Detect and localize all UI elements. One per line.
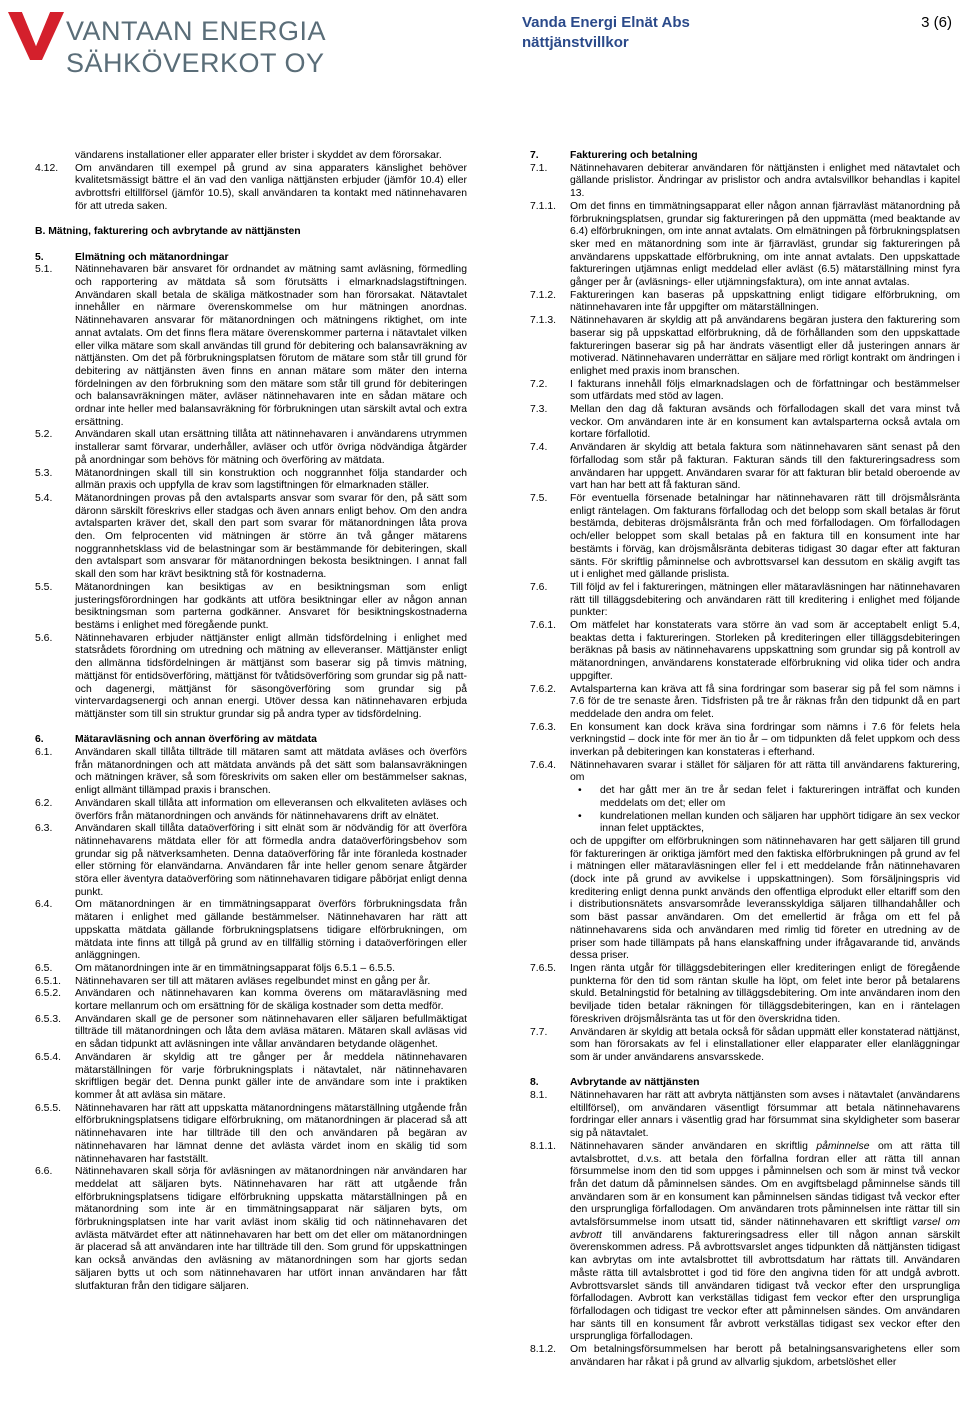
- emphasis-text: varsel om avbrott: [570, 1217, 960, 1241]
- clause-5-4: [35, 493, 467, 582]
- clause-7-6: [530, 582, 960, 620]
- bullet-item: [570, 811, 960, 836]
- heading-number: 6.: [35, 734, 44, 746]
- clause-number: 6.5.1.: [35, 975, 61, 987]
- clause-7-3: [530, 404, 960, 442]
- logo-line-2: SÄHKÖVERKOT OY: [66, 48, 325, 78]
- clause-7-2: [530, 379, 960, 404]
- clause-6-5-2: [35, 988, 467, 1013]
- clause-number: 8.1.1.: [530, 1140, 556, 1152]
- clause-text: Användaren och nätinnehavaren kan komma överens om mätaravläsning med kortare mellanrum och om ersättning för de skäliga kostnader som detta medför.: [75, 988, 467, 1013]
- right-column: [530, 150, 960, 1369]
- clause-7-6-3: [530, 722, 960, 760]
- company-logo: [8, 4, 328, 84]
- clause-6-5: [35, 963, 467, 976]
- clause-7-1: [530, 163, 960, 201]
- clause-7-6-4: [530, 760, 960, 785]
- clause-text: En konsument kan dock kräva sina fordringar som nämns i 7.6 för felets hela verkningstid – dock inte för mer än tio år – om tidpunkten då felet uppkom och dess inverkan på debiteringen kan konstateras i efterhand.: [570, 721, 960, 759]
- clause-text: Till följd av fel i faktureringen, mätningen eller mätaravläsningen har nätinnehavaren rätt till tilläggsdebitering och användaren rätt till kreditering i enlighet med följande punkter:: [570, 581, 960, 619]
- clause-number: 7.1.2.: [530, 289, 556, 301]
- clause-number: 6.6.: [35, 1166, 53, 1178]
- clause-number: 8.1.2.: [530, 1344, 556, 1356]
- bullet-text: det har gått mer än tre år sedan felet i faktureringen inträffat och kunden meddelats om det; eller om: [600, 785, 960, 809]
- clause-text: Mätanordningen skall till sin konstruktion och noggrannhet följa standarder och allmän praxis och uppfylla de krav som lagstiftningen för elmarknaden ställer.: [75, 467, 467, 492]
- clause-text: Ingen ränta utgår för tilläggsdebiteringen eller krediteringen enligt de föregående punkterna för den tid som räntan skulle ha löpt, om felet inte beror på betalarens skuld. Betalningstid för betalning av tilläggsdebitering. Om inte användaren inom den beviljade tiden betalar räkningen för tilläggsdebiteringen, kan en i räntelagen föreskriven dröjsmålsränta tas ut för den överskridna tiden.: [570, 963, 960, 1025]
- clause-number: 5.3.: [35, 467, 53, 479]
- clause-number: 7.6.2.: [530, 683, 556, 695]
- heading-6: [35, 734, 467, 747]
- clause-number: 5.6.: [35, 632, 53, 644]
- clause-number: 4.12.: [35, 162, 59, 174]
- clause-number: 7.6.: [530, 581, 548, 593]
- clause-5-3: [35, 468, 467, 493]
- heading-text: Avbrytande av nättjänsten: [570, 1077, 700, 1089]
- clause-number: 6.2.: [35, 797, 53, 809]
- clause-text: Användaren skall tillåta dataöverföring i sitt elnät som är nödvändig för att överföra nätinnehavarens mätdata eller för att förmedla andra dataöverföringsbehov som grundar sig på nätverksamheten. Denna dataöverföring får inte föranleda kostnader eller störning för elanvändarna. Användaren får inte heller genom senare åtgärder störa eller äventyra dataöverföring som nätinnehavaren tidigare påbörjat enligt denna punkt.: [75, 823, 467, 898]
- clause-7-7: [530, 1027, 960, 1065]
- heading-number: 5.: [35, 251, 44, 263]
- clause-6-5-5: [35, 1103, 467, 1167]
- clause-number: 6.5.3.: [35, 1013, 61, 1025]
- clause-text: Mellan den dag då fakturan avsänds och förfallodagen skall det vara minst två veckor. Om användaren inte är en konsument kan avtalsparterna också avtala om kortare förfallotid.: [570, 404, 960, 441]
- clause-7-6-1: [530, 620, 960, 684]
- clause-number: 7.1.: [530, 162, 548, 174]
- header-company: Vanda Energi Elnät Abs: [522, 14, 690, 31]
- bullet-icon: •: [578, 785, 582, 797]
- clause-text: I fakturans innehåll följs elmarknadslagen och de författningar och bestämmelser som utfärdats med stöd av lagen.: [570, 378, 960, 403]
- clause-text: Användaren är skyldig att betala faktura som nätinnehavaren sänt senast på den förfallodag som står på fakturan. Fakturan sänds till den faktureringsadress som användaren har uppgett. Användaren svarar för att fakturan blir betald oberoende av vart han har bett att få fakturan sänd.: [570, 442, 960, 492]
- header-document-title: nättjänstvillkor: [522, 34, 629, 51]
- clause-text: Användaren är skyldig att tre gånger per år meddela nätinnehavaren mätarställningen för varje förbrukningsplats i nätavtalet, när nätinnehavaren skriftligen begär det. Denna punkt gäller inte de användare som inte i praktiken kommer åt att avläsa sin mätare.: [75, 1051, 467, 1101]
- text-run: Nätinnehavaren sänder användaren en skriftlig: [570, 1140, 817, 1152]
- clause-5-5: [35, 582, 467, 633]
- clause-6-5-1: [35, 976, 467, 989]
- clause-7-1-1: [530, 201, 960, 290]
- clause-5-1: [35, 264, 467, 429]
- clause-text: Användaren är skyldig att betala också för sådan uppmätt eller konstaterad nättjänst, som han förorsakats av fel i elinstallationer eller elapparater eller elanläggningar som är under användarens ansvarsskede.: [570, 1026, 960, 1063]
- clause-text: Nätinnehavaren svarar i stället för säljaren för att rätta till användarens fakturering, om: [570, 759, 960, 784]
- clause-number: 8.1.: [530, 1090, 548, 1102]
- clause-number: 7.6.5.: [530, 963, 556, 974]
- clause-text: Faktureringen kan baseras på uppskattning enligt tidigare elförbrukning, om nätinnehavaren inte får uppgifter om mätarställningen.: [570, 289, 960, 314]
- clause-4-12: [35, 163, 467, 214]
- clause-text: För eventuella försenade betalningar har nätinnehavaren rätt till dröjsmålsränta enligt räntelagen. Om fakturans förfallodag och det belopp som skall betalas är förut bestämda, debiteras dröjsmålsränta från och med förfallodagen. Om förfallodagen och/eller beloppet som skall betalas på en faktura till en konsument inte har bestämts i förväg, kan dröjsmålsränta debiteras tidigast 30 dagar efter att fakturan sänts. För skriftlig påminnelse och avbrottsvarsel kan dessutom en skälig avgift tas ut i enlighet med gällande prislista.: [570, 492, 960, 581]
- clause-number: 5.5.: [35, 581, 53, 593]
- clause-text: Nätinnehavaren debiterar användaren för nättjänsten i enlighet med nätavtalet och gällande prislistor. Ändringar av prislistor och andra avtalsvillkor behandlas i kapitel 13.: [570, 162, 960, 200]
- page-number: 3 (6): [921, 14, 952, 31]
- clause-6-4: [35, 899, 467, 963]
- clause-text: Om det finns en timmätningsapparat eller någon annan fjärravläst mätanordning på förbrukningsplatsen, grundar sig faktureringen på den uppmätta (med beaktande av 6.4) elförbrukningen, om inte annat avtalats. Om elmätningen på förbrukningsplatsen sker med en mätanordning som inte är fjärravläst, grundar sig faktureringen på användarens uppskattade elförbrukning, om inte annat avtalats. Den uppskattade faktureringen utjämnas enligt meddelad eller avläst (6.5) mätarställning minst fyra gånger per år (avläsnings- eller utjämningsfaktura), om inte annat avtalas.: [570, 200, 960, 289]
- heading-text: Elmätning och mätanordningar: [75, 251, 229, 263]
- clause-7-5: [530, 493, 960, 582]
- bullet-icon: •: [578, 810, 582, 822]
- clause-8-1-2: [530, 1344, 960, 1369]
- clause-text: Om mätfelet har konstaterats vara större än vad som är acceptabelt enligt 5.4, beaktas detta i faktureringen. Storleken på krediteringen eller tilläggsdebiteringen beräknas på basis av nätinnehavarens uppskattning som grundar sig på kontroll av mätanordningen, användarens konstaterade elförbrukning vid olika tider och andra uppgifter.: [570, 620, 960, 682]
- clause-text: Nätinnehavaren har rätt att avbryta nättjänsten som avses i nätavtalet (användarens eltillförsel), om användaren väsentligt försummar att betala nätinnehavarens fordringar eller annars i väsentlig grad har försummat sina skyldigheter som baserar sig på nätavtalet.: [570, 1090, 960, 1140]
- clause-7-6-4-continued: och de uppgifter om elförbrukningen som nätinnehavaren har gett säljaren till grund för faktureringen är oriktiga jämfört med den faktiska elförbrukningen på grund av fel i mätningen eller mätaravläsningen eller fel i ett meddelande från nätinnehavaren (dock inte på grund av avvikelse i uppskattningen). Som försäljningspris vid kreditering enligt denna punkt används den offentliga elprodukt eller eltariff som den i distributionsnätets ansvarsområde leveransskyldiga säljaren tillhandahåller och som bäst passar användaren. Om det emellertid är fråga om ett fel på nätinnehavarens sida och användaren med rimlig tid företer en utredning av de priser som hade tillämpats på hans elanskaffning under ifrågavarande tid, används dessa priser.: [570, 835, 960, 962]
- clause-number: 6.5.4.: [35, 1051, 61, 1063]
- clause-6-5-4: [35, 1052, 467, 1103]
- heading-text: Fakturering och betalning: [570, 150, 698, 161]
- clause-number: 6.1.: [35, 747, 53, 758]
- clause-text: Nätinnehavaren är skyldig att på användarens begäran justera den fakturering som baserar sig på uppskattad elförbrukning, då de förhållanden som den uppskattade faktureringen baserar sig på har ändrats väsentligt eller då justeringen annars är motiverad. Nätinnehavaren underrättar en säljare med rörligt kontrakt om ändringen i enlighet med praxis inom branschen.: [570, 315, 960, 377]
- bullet-text: kundrelationen mellan kunden och säljaren har upphört tidigare än sex veckor innan felet upptäcktes,: [600, 810, 960, 835]
- clause-number: 6.5.2.: [35, 988, 61, 1000]
- clause-number: 7.5.: [530, 492, 548, 504]
- clause-text: Nätinnehavaren skall sörja för avläsningen av mätanordningen när användaren har meddelat att säljaren byts. Nätinnehavaren har rätt att utgående från elförbrukningsplatsens tidigare elförbrukning uppskatta mätarställningen på en mätanordning som inte är en timmätningsapparat när säljaren byts, om förbrukningsplatsen inte har varit avläst inom skälig tid och nätinnehavaren det avlästa mätvärdet efter att nätinnehavaren har bett om det eller om mätanordningen är placerad så att användaren inte har tillträde till den. Som grund för uppskattningen kan också användas den avläsning av mätanordningen som har gjorts sedan säljaren bytts ut och som nätinnehavaren har utfört innan användaren har fått slutfakturan från den tidigare säljaren.: [75, 1166, 467, 1292]
- clause-number: 7.2.: [530, 378, 548, 390]
- heading-7: [530, 150, 960, 163]
- clause-8-1: [530, 1090, 960, 1141]
- text-run: till användarens faktureringsadress eller till någon annan särskilt överenskommen adress. På avbrottsvarslet anges tidpunkten då nättjänsten tidigast kan avbrytas om inte avtalsbrottet till avbrottsdatum har rättats till. Användaren måste rätta till avtalsbrottet i god tid före den angivna tiden för att undgå avbrott. Avbrottsvarslet sänds till användaren tidigast två veckor efter den ursprungliga förfallodagen. Avbrott kan verkställas tidigast fem veckor efter den ursprungliga förfallodagen och tidigast tre veckor efter att påminnelsen sändes. Om användaren har sänts till en konsument får avbrott verkställas tidigast sex veckor efter den ursprungliga förfallodagen.: [570, 1229, 960, 1343]
- clause-7-6-2: [530, 684, 960, 722]
- logo-line-1: VANTAAN ENERGIA: [66, 16, 327, 46]
- clause-number: 7.6.3.: [530, 721, 556, 733]
- clause-number: 6.3.: [35, 823, 53, 835]
- clause-7-1-3: [530, 315, 960, 379]
- heading-number: 8.: [530, 1077, 539, 1089]
- clause-5-2: [35, 429, 467, 467]
- bullet-item: [570, 785, 960, 810]
- clause-text: Mätanordningen provas på den avtalsparts ansvar som svarar för den, på sätt som däronn särskilt föreskrivs eller stadgas och även annars enligt behov. Om den andra avtalsparten kräver det, skall den part som svarar för mätanordningen låta prova den. Om felprocenten vid mätningen är större än två gånger mätarens noggrannhetsklass vid de belastningar som är bestämmande för debiteringen, skall den avtalspart som ansvarar för mätanordningen bekosta besiktningen. I annat fall skall den som har krävt besiktning stå för kostnaderna.: [75, 492, 467, 581]
- section-b-heading: B. Mätning, fakturering och avbrytande av nättjänsten: [35, 226, 301, 238]
- clause-6-1: [35, 747, 467, 798]
- clause-8-1-1: [530, 1141, 960, 1344]
- clause-text: Om användaren till exempel på grund av sina apparaters känslighet behöver kvalitetsmässigt bättre el än vad den vanliga nättjänsten erbjuder (jämför 10.4) eller avbrottsfri eltillförsel (jämför 10.5), skall användaren ta kontakt med nätinnehavaren för att utreda saken.: [75, 162, 467, 212]
- clause-number: 6.5.5.: [35, 1102, 61, 1114]
- clause-number: 7.7.: [530, 1026, 548, 1038]
- clause-text: Användaren skall tillåta tillträde till mätaren samt att mätdata avläses och överförs från mätanordningen och att mätdata används på det sätt som balansavräkningen och mätningen kräver, så som föreskrivits om saken eller om bestämmelser saknas, enligt allmänt tillämpad praxis i branschen.: [75, 747, 467, 797]
- clause-6-2: [35, 798, 467, 823]
- clause-6-3: [35, 823, 467, 899]
- clause-number: 7.4.: [530, 442, 548, 454]
- clause-text: Användaren skall ge de personer som nätinnehavaren eller säljaren befullmäktigat tillträde till mätanordningen och låta dem avläsa mätaren. Mätaren skall avläsas vid en sådan tidpunkt att avläsningen inte vållar användaren betydande olägenhet.: [75, 1013, 467, 1051]
- clause-6-5-3: [35, 1014, 467, 1052]
- clause-number: 6.5.: [35, 962, 53, 974]
- clause-text: Om mätanordningen är en timmätningsapparat överförs förbrukningsdata från mätaren i enlighet med gällande bestämmelser. Nätinnehavaren har rätt att uppskatta mätdata gällande förbrukningsplatsens tidigare elförbrukningen, om mätdata inte finns att tillgå på grund av en tillfällig störning i dataöverföringen eller anläggningen.: [75, 899, 467, 962]
- clause-7-6-5: [530, 963, 960, 1027]
- clause-text: Användaren skall utan ersättning tillåta att nätinnehavaren i användarens utrymmen installerar samt förvarar, underhåller, avläser och utför övriga nödvändiga åtgärder på anordningar som behövs för mätning och överföring av mätdata.: [75, 429, 467, 466]
- clause-5-6: [35, 633, 467, 722]
- logo-v-icon: [8, 10, 64, 70]
- clause-number: 7.1.1.: [530, 200, 556, 212]
- clause-6-6: [35, 1166, 467, 1293]
- heading-5: [35, 252, 467, 265]
- clause-number: 5.4.: [35, 492, 53, 504]
- text-run: om att rätta till avtalsbrottet, d.v.s. att betala den förfallna fordran eller att rätta till annan försummelse inom den tid som uppges i påminnelsen och som är minst två veckor från det datum då påminnelsen sändes. Om en avgiftsbelagd påminnelse sänds till användaren som är en konsument kan påminnelsen sändas tidigast två veckor efter den ursprungliga förfallodagen. Om användaren trots påminnelsen inte rättar till sin avtalsförsummelse inom utsatt tid, sänder nätinnehavaren ett skriftligt: [570, 1140, 960, 1229]
- emphasis-text: påminnelse: [816, 1140, 870, 1152]
- clause-text: [570, 1141, 960, 1344]
- clause-number: 5.1.: [35, 264, 53, 276]
- clause-number: 6.4.: [35, 899, 53, 911]
- clause-text: Nätinnehavaren har rätt att uppskatta mätanordningens mätarställning utgående från elförbrukningsplatsens tidigare elförbrukning, om mätanordningen är placerad så att nätinnehavaren inte har tillträde till den och användaren på begäran av nätinnehavaren har lämnat denne det avlästa värdet inom en skälig tid som nätinnehavaren har fastställt.: [75, 1102, 467, 1165]
- clause-number: 7.6.1.: [530, 620, 556, 632]
- clause-text: Om betalningsförsummelsen har berott på betalningsansvarighetens eller som användaren har råkat i på grund av allvarlig sjukdom, arbetslöshet eller: [570, 1344, 960, 1368]
- heading-text: Mätaravläsning och annan överföring av mätdata: [75, 734, 317, 746]
- heading-number: 7.: [530, 150, 539, 161]
- clause-text: Om mätanordningen inte är en timmätningsapparat följs 6.5.1 – 6.5.5.: [75, 962, 395, 974]
- clause-text: Mätanordningen kan besiktigas av en besiktningsman som enligt justeringsförordningen har godkänts att utföra besiktningar eller av någon annan besiktningsman som parterna godkänner. Ansvaret för besiktningskostnaderna bestäms i enlighet med föregående punkt.: [75, 581, 467, 631]
- clause-text: Nätinnehavaren ser till att mätaren avläses regelbundet minst en gång per år.: [75, 975, 431, 987]
- clause-text: Användaren skall tillåta att information om elleveransen och elkvaliteten avläses och överförs från mätanordningen och används för nätinnehavarens drift av elnätet.: [75, 797, 467, 822]
- clause-number: 7.3.: [530, 404, 548, 416]
- clause-7-4: [530, 442, 960, 493]
- continued-text: vändarens installationer eller apparater eller brister i skyddet av dem förorsakar.: [75, 150, 442, 161]
- clause-7-1-2: [530, 290, 960, 315]
- left-column: [35, 150, 467, 1293]
- clause-text: Nätinnehavaren erbjuder nättjänster enligt allmän tidsfördelning i enlighet med statsrådets förordning om utredning och mätning av elleveranser. Mättjänster enligt den allmänna tidsfördelningen är mättjänst som baserar sig på timvis mätning, mättjänst för entidsöverföring, mättjänst för tvåtidsöverföring som grundar sig på natt- och dagenergi, mättjänst för säsongöverföring som grundar sig på vintervardagsenergi och annan energi. Utöver dessa kan nätinnehavaren erbjuda mättjänster som till sin struktur grundar sig på andra typer av tidsfördelning.: [75, 632, 467, 720]
- clause-text: Nätinnehavaren bär ansvaret för ordnandet av mätning samt avläsning, förmedling och rapportering av mätdata så som förutsätts i elmarknadslagstiftningen. Användaren skall betala de skäliga mätkostnader som han förorsakat. Nätavtalet innehåller en närmare överenskommelse om hur mätningen anordnas. Nätinnehavaren ansvarar för mätanordningen och mätningens riktighet, om inte annat avtalats. Om det finns flera mätare överenskommer parterna i nätavtalet vilken eller vilka mätare som skall användas till grund för debitering och balansavräkning av nättjänsten. Om det på förbrukningsplatsen förutom de mätare som står till grund för debitering av nättjänsten även finns en annan mätare som mäter den interna fördelningen av den förbrukning som den mätare som står till grund för debiteringen och balansavräkningen mäter, avläser nätinnehavaren inte en sådan mätare och ordnar inte heller med balansavräkning för förbrukningen utan särskilt avtal och extra ersättning.: [75, 264, 467, 428]
- heading-8: [530, 1077, 960, 1090]
- clause-number: 7.6.4.: [530, 759, 556, 771]
- clause-text: Avtalsparterna kan kräva att få sina fordringar som baserar sig på fel som nämns i 7.6 för de tre senaste åren. Tidsfristen på tre år räknas från den tidpunkt då en part meddelade den andra om felet.: [570, 683, 960, 720]
- clause-number: 7.1.3.: [530, 315, 556, 327]
- clause-number: 5.2.: [35, 429, 53, 441]
